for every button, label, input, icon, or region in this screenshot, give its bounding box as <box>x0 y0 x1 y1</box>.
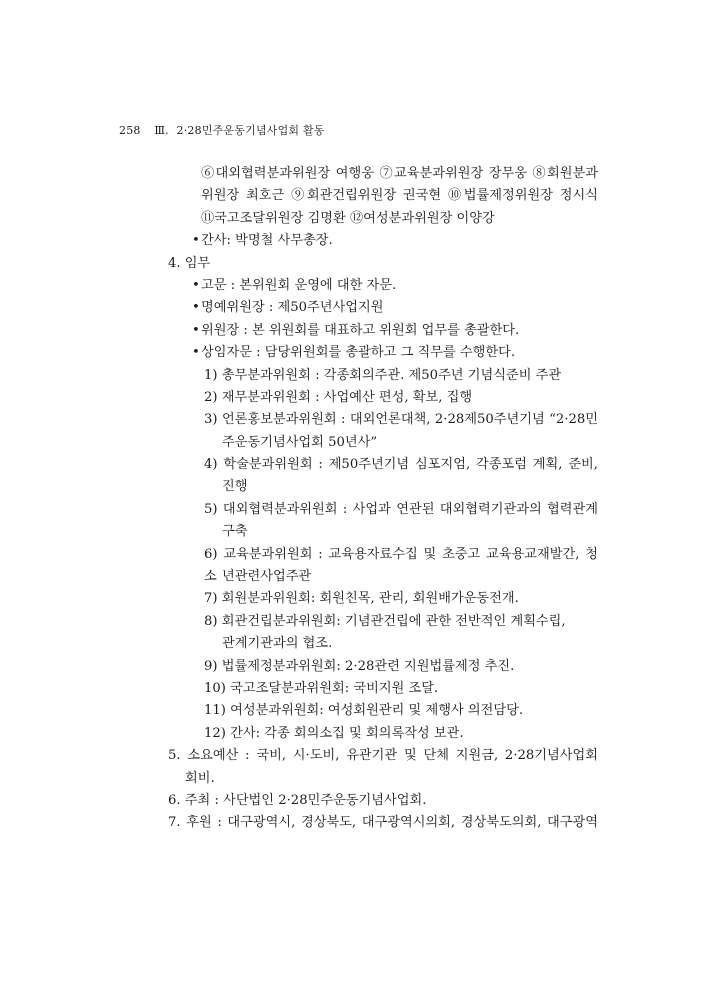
sub-item: 6) 교육분과위원회 : 교육용자료수집 및 초중고 교육용교재발간, 청소 <box>204 546 598 585</box>
sub-item: 12) 간사: 각종 회의소집 및 회의록작성 보관. <box>204 725 464 741</box>
duties-heading: 4. 임무 <box>168 255 211 271</box>
sub-item-continuation: 관계기관과의 협조. <box>222 636 333 652</box>
duty-item: • 위원장 : 본 위원회를 대표하고 위원회 업무를 총괄한다. <box>168 320 598 342</box>
sub-item-continuation: 진행 <box>222 479 248 495</box>
sub-item: 10) 국고조달분과위원회: 국비지원 조달. <box>204 680 439 696</box>
sub-item: 2) 재무분과위원회 : 사업예산 편성, 확보, 집행 <box>204 389 473 405</box>
sub-item: 11) 여성분과위원회: 여성회원관리 및 제행사 의전담당. <box>204 703 524 719</box>
sub-item: 8) 회관건립분과위원회: 기념관건립에 관한 전반적인 계획수립, <box>204 613 566 629</box>
sub-item: 7) 회원분과위원회: 회원친목, 관리, 회원배가운동전개. <box>204 591 519 607</box>
duty-item: • 명예위원장 : 제50주년사업지원 <box>168 297 598 319</box>
sub-item: 1) 총무분과위원회 : 각종회의주관. 제50주년 기념식준비 주관 <box>204 367 562 383</box>
duty-item: • 상임자문 : 담당위원회를 총괄하고 그 직무를 수행한다. <box>168 342 598 364</box>
secretary-bullet: • 간사: 박명철 사무총장. <box>168 230 598 252</box>
sub-item: 9) 법률제정분과위원회: 2·28관련 지원법률제정 추진. <box>204 658 515 674</box>
committee-line: ⑪국고조달위원장 김명환 ⑫여성분과위원장 이양강 <box>201 210 495 226</box>
section-number: Ⅲ. <box>154 124 169 137</box>
page-number: 258 <box>119 124 141 137</box>
sub-item: 4) 학술분과위원회 : 제50주년기념 심포지엄, 각종포럼 계획, 준비, <box>204 457 598 473</box>
sub-item: 5) 대외협력분과위원회 : 사업과 연관된 대외협력기관과의 협력관계 <box>204 501 598 517</box>
host-item: 6. 주최 : 사단법인 2·28민주운동기념사업회. <box>168 792 427 808</box>
budget-item: 5. 소요예산 : 국비, 시·도비, 유관기관 및 단체 지원금, 2·28기념사업회 <box>168 748 598 764</box>
sub-item: 3) 언론홍보분과위원회 : 대외언론대책, 2·28제50주년기념 “2·28민 <box>204 412 598 428</box>
committee-line: 위원장 최호근 ⑨회관건립위원장 권국현 ⑩법률제정위원장 정시식 <box>201 188 598 204</box>
sub-item-continuation: 년관련사업주관 <box>222 569 312 585</box>
budget-item-continuation: 회비. <box>185 770 215 786</box>
header-title: 2·28민주운동기념사업회 활동 <box>176 124 325 137</box>
running-header <box>119 122 325 138</box>
duty-item: • 고문 : 본위원회 운영에 대한 자문. <box>168 275 598 297</box>
sub-item-continuation: 구축 <box>222 524 248 540</box>
sub-item-continuation: 주운동기념사업회 50년사” <box>222 434 378 450</box>
page-body <box>168 163 598 835</box>
sponsor-item: 7. 후원 : 대구광역시, 경상북도, 대구광역시의회, 경상북도의회, 대구광역 <box>168 815 598 831</box>
committee-line: ⑥대외협력분과위원장 여행웅 ⑦교육분과위원장 장무웅 ⑧회원분과 <box>201 166 598 181</box>
